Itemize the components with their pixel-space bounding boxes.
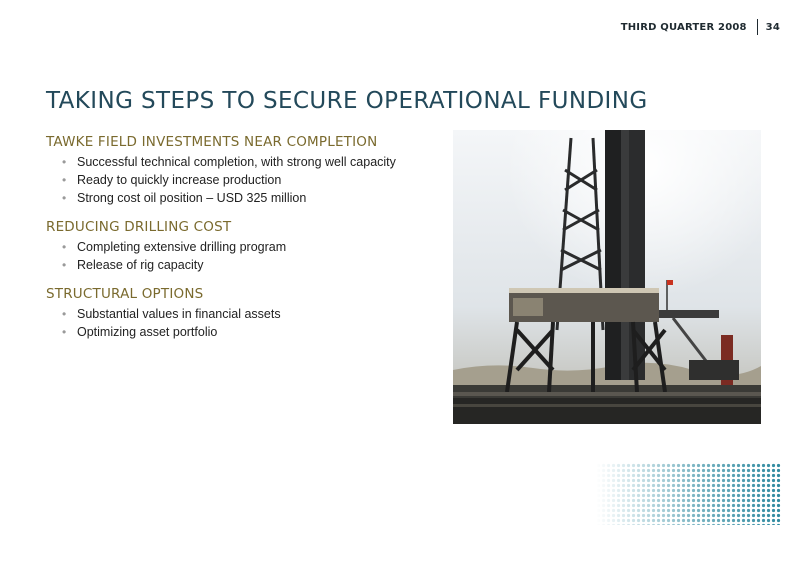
section-structural-options — [46, 286, 436, 339]
decorative-dot-pattern — [596, 463, 781, 525]
section-heading: REDUCING DRILLING COST — [46, 219, 232, 235]
slide-content — [46, 134, 436, 353]
list-item-text: Optimizing asset portfolio — [77, 325, 218, 339]
list-item — [62, 325, 397, 339]
bullet-list — [46, 155, 436, 205]
slide-header — [621, 19, 780, 35]
list-item-text: Successful technical completion, with strong well capacity — [77, 155, 396, 169]
list-item — [62, 191, 397, 205]
section-tawke-field — [46, 134, 436, 205]
list-item-text: Strong cost oil position – USD 325 million — [77, 191, 307, 205]
bullet-icon: • — [62, 307, 67, 321]
list-item-text: Ready to quickly increase production — [77, 173, 282, 187]
list-item-text: Release of rig capacity — [77, 258, 204, 272]
list-item — [62, 307, 397, 321]
bullet-icon: • — [62, 258, 67, 272]
bullet-icon: • — [62, 191, 67, 205]
list-item-text: Completing extensive drilling program — [77, 240, 287, 254]
bullet-list — [46, 307, 436, 339]
section-heading: TAWKE FIELD INVESTMENTS NEAR COMPLETION — [46, 134, 378, 150]
list-item-text: Substantial values in financial assets — [77, 307, 281, 321]
drilling-rig-photo — [453, 130, 761, 424]
page-number: 34 — [765, 21, 780, 33]
header-divider — [757, 19, 758, 35]
bullet-icon: • — [62, 155, 67, 169]
section-drilling-cost — [46, 219, 436, 272]
bullet-icon: • — [62, 173, 67, 187]
list-item — [62, 240, 397, 254]
report-period: THIRD QUARTER 2008 — [620, 21, 747, 33]
section-heading: STRUCTURAL OPTIONS — [46, 286, 204, 302]
list-item — [62, 173, 397, 187]
bullet-icon: • — [62, 325, 67, 339]
bullet-list — [46, 240, 436, 272]
bullet-icon: • — [62, 240, 67, 254]
drilling-rig-illustration — [453, 130, 761, 424]
list-item — [62, 155, 397, 169]
list-item — [62, 258, 397, 272]
slide-title: TAKING STEPS TO SECURE OPERATIONAL FUNDING — [46, 88, 648, 114]
